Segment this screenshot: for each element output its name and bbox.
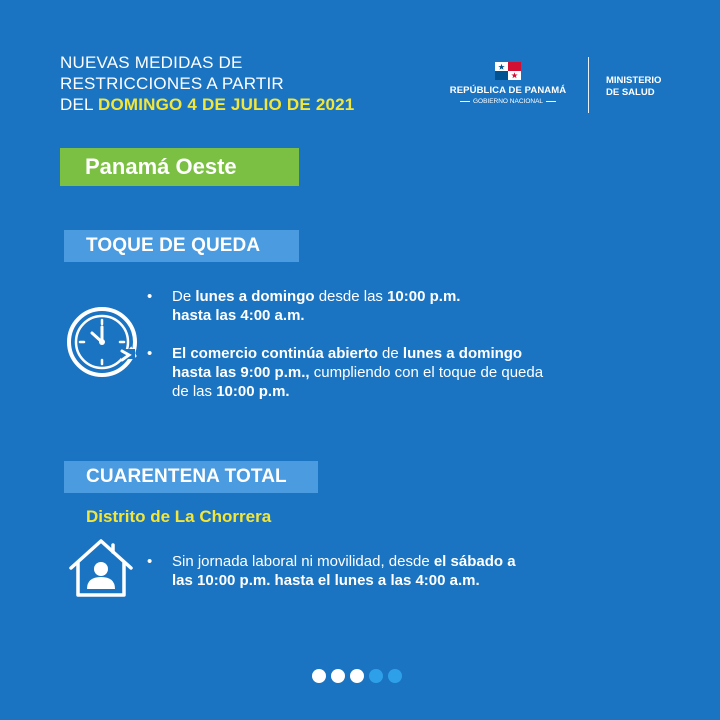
government-label: GOBIERNO NACIONAL — [472, 98, 544, 105]
header-line-3 — [60, 94, 354, 115]
curfew-banner — [64, 230, 299, 262]
quarantine-item — [147, 552, 642, 590]
header-line-1: NUEVAS MEDIDAS DE — [60, 53, 243, 72]
logo-divider — [588, 57, 589, 113]
page-dot-3[interactable] — [350, 669, 364, 683]
curfew-title: TOQUE DE QUEDA — [86, 235, 261, 256]
government-logo — [438, 62, 578, 105]
page-dot-5[interactable] — [388, 669, 402, 683]
home-icon — [68, 537, 134, 599]
text: de las — [172, 383, 217, 400]
bullet: • — [147, 345, 153, 362]
text-bold: lunes a domingo — [402, 345, 523, 362]
text-bold: hasta las 9:00 p.m., — [172, 364, 310, 381]
header-line-2: RESTRICCIONES A PARTIR — [60, 74, 284, 93]
page-dot-4[interactable] — [369, 669, 383, 683]
carousel-pagination — [312, 669, 402, 683]
header-date: DOMINGO 4 DE JULIO DE 2021 — [97, 95, 355, 114]
text-bold: hasta las 4:00 a.m. — [172, 307, 305, 324]
region-title: Panamá Oeste — [85, 154, 237, 179]
bullet: • — [147, 288, 153, 305]
republic-name: REPÚBLICA DE PANAMÁ — [449, 85, 567, 96]
quarantine-banner — [64, 461, 318, 493]
ministry-line-2: DE SALUD — [606, 87, 655, 98]
clock-icon — [64, 305, 140, 381]
text-bold: El comercio continúa abierto — [172, 345, 378, 362]
page-dot-1[interactable] — [312, 669, 326, 683]
text-bold: el sábado a — [433, 553, 516, 570]
divider — [460, 101, 470, 102]
district-name: Distrito de La Chorrera — [86, 507, 272, 526]
text: de — [377, 345, 403, 362]
region-banner — [60, 148, 299, 186]
bullet: • — [147, 553, 153, 570]
text-bold: lunes a domingo — [195, 288, 315, 305]
text: desde las — [314, 288, 388, 305]
curfew-item-1 — [147, 287, 642, 325]
text-bold: 10:00 p.m. — [216, 383, 290, 400]
header-line-3-prefix: DEL — [60, 95, 98, 114]
header-title — [60, 52, 354, 115]
curfew-item-2 — [147, 344, 642, 401]
text: Sin jornada laboral ni movilidad, desde — [172, 553, 434, 570]
ministry-line-1: MINISTERIO — [606, 75, 662, 86]
text: De — [172, 288, 196, 305]
quarantine-title: CUARENTENA TOTAL — [86, 466, 287, 487]
ministry-name — [606, 75, 661, 99]
text-bold: las 10:00 p.m. hasta el lunes a las 4:00 a.m. — [172, 572, 480, 589]
text-bold: 10:00 p.m. — [387, 288, 461, 305]
panama-flag-icon — [495, 62, 521, 80]
government-name — [438, 98, 578, 105]
text: cumpliendo con el toque de queda — [309, 364, 544, 381]
page-dot-2[interactable] — [331, 669, 345, 683]
divider — [546, 101, 556, 102]
